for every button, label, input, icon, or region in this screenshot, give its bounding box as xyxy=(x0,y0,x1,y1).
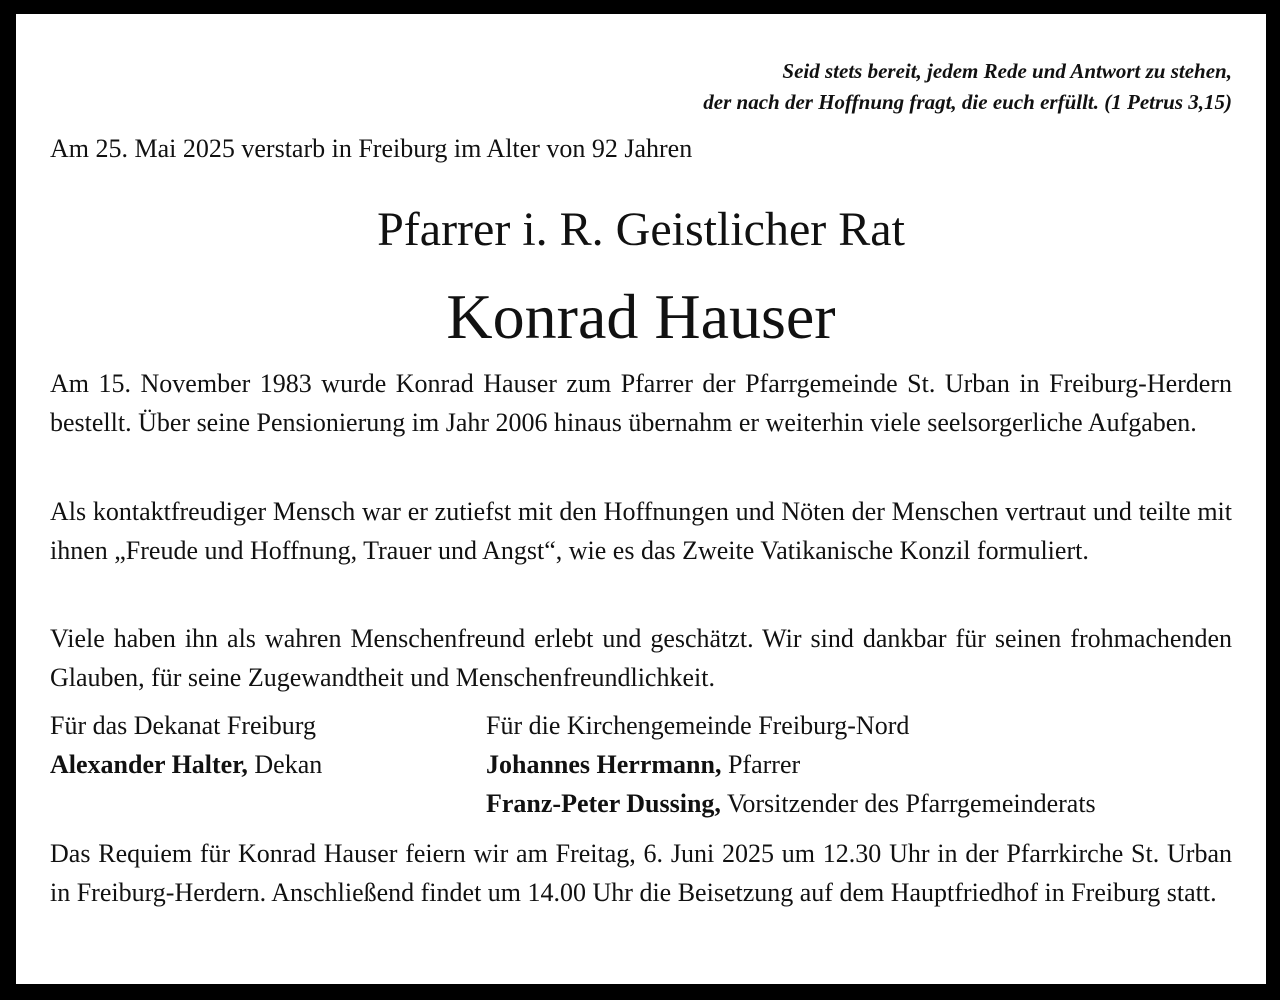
biography-paragraph-3: Viele haben ihn als wahren Menschenfreund erlebt und geschätzt. Wir sind dankbar für seinen frohmachenden Glauben, für seine Zugewandtheit und Menschenfreundlichkeit. xyxy=(50,624,1232,692)
signature-line xyxy=(50,745,322,784)
signer-role: Vorsitzender des Pfarrgemeinderats xyxy=(720,789,1096,818)
bible-quote-line-1: Seid stets bereit, jedem Rede und Antwort zu stehen, xyxy=(782,59,1232,83)
deceased-title: Pfarrer i. R. Geistlicher Rat xyxy=(377,203,905,256)
signer-role: Pfarrer xyxy=(721,750,801,779)
bible-quote xyxy=(703,56,1232,118)
requiem-announcement: Das Requiem für Konrad Hauser feiern wir am Freitag, 6. Juni 2025 um 12.30 Uhr in der Pfarrkirche St. Urban in Freiburg-Herdern. Anschließend findet um 14.00 Uhr die Beisetzung auf dem Hauptfriedhof in Freiburg statt. xyxy=(50,839,1232,907)
signature-line xyxy=(486,784,1096,823)
death-announcement: Am 25. Mai 2025 verstarb in Freiburg im Alter von 92 Jahren xyxy=(50,134,693,163)
signature-line xyxy=(486,745,1096,784)
signer-name: Franz-Peter Dussing, xyxy=(486,789,721,818)
bible-quote-line-2: der nach der Hoffnung fragt, die euch erfüllt. (1 Petrus 3,15) xyxy=(703,90,1232,114)
signature-org: Für die Kirchengemeinde Freiburg-Nord xyxy=(486,711,910,740)
signer-name: Alexander Halter, xyxy=(50,750,248,779)
signer-name: Johannes Herrmann, xyxy=(486,750,722,779)
biography-paragraph-2: Als kontaktfreudiger Mensch war er zutiefst mit den Hoffnungen und Nöten der Menschen vertraut und teilte mit ihnen „Freude und Hoffnung, Trauer und Angst“, wie es das Zweite Vatikanische Konzil formuliert. xyxy=(50,497,1232,565)
biography-paragraph-1: Am 15. November 1983 wurde Konrad Hauser zum Pfarrer der Pfarrgemeinde St. Urban in Freiburg-Herdern bestellt. Über seine Pensionierung im Jahr 2006 hinaus übernahm er weiterhin viele seelsorgerliche Aufgaben. xyxy=(50,369,1232,437)
signer-role: Dekan xyxy=(247,750,323,779)
signature-block-deanery xyxy=(50,706,322,784)
signature-block-parish xyxy=(486,706,1096,823)
obituary-notice xyxy=(16,14,1266,984)
deceased-name: Konrad Hauser xyxy=(446,281,836,352)
signature-org: Für das Dekanat Freiburg xyxy=(50,711,316,740)
